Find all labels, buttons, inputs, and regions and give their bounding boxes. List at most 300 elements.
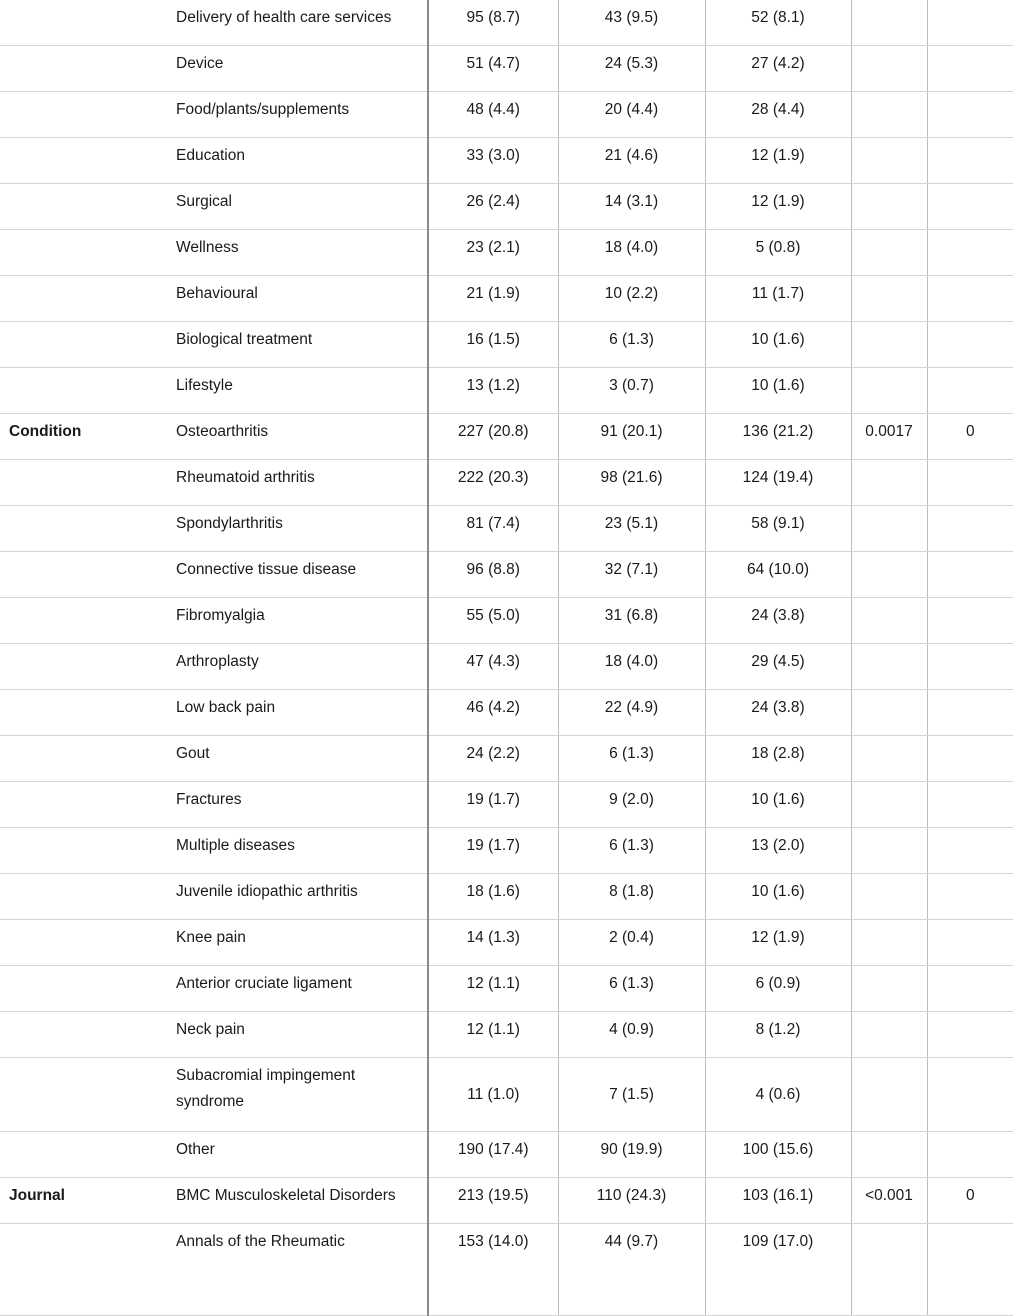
cell-missing-text (928, 828, 1013, 833)
cell-group-b (705, 598, 851, 644)
cell-missing-text (928, 368, 1013, 373)
cell-missing-text (928, 322, 1013, 327)
cell-group-a (558, 368, 705, 414)
cell-missing (927, 322, 1013, 368)
row-group-label-text (0, 644, 167, 649)
row-group-label (0, 138, 167, 184)
row-label-text: Fractures (167, 782, 427, 813)
cell-group-a-text: 18 (4.0) (559, 230, 705, 261)
row-label (167, 1224, 428, 1316)
cell-total (428, 1178, 558, 1224)
row-group-label-text: Journal (0, 1178, 167, 1209)
cell-total-text: 222 (20.3) (429, 460, 558, 491)
row-group-label-text (0, 552, 167, 557)
row-label (167, 920, 428, 966)
cell-group-a-text: 21 (4.6) (559, 138, 705, 169)
cell-missing (927, 460, 1013, 506)
cell-group-a-text: 91 (20.1) (559, 414, 705, 445)
cell-group-b-text: 12 (1.9) (706, 138, 851, 169)
cell-group-b (705, 184, 851, 230)
cell-group-b-text: 8 (1.2) (706, 1012, 851, 1043)
table-row (0, 782, 1013, 828)
cell-total-text: 51 (4.7) (429, 46, 558, 77)
cell-p-value (851, 966, 927, 1012)
cell-total (428, 230, 558, 276)
cell-total (428, 368, 558, 414)
cell-total (428, 46, 558, 92)
cell-group-a-text: 31 (6.8) (559, 598, 705, 629)
row-group-label (0, 184, 167, 230)
cell-missing-text (928, 506, 1013, 511)
cell-group-b (705, 874, 851, 920)
cell-group-a (558, 138, 705, 184)
cell-p-value-text (852, 920, 927, 925)
row-label (167, 1058, 428, 1132)
row-group-label (0, 690, 167, 736)
cell-p-value (851, 920, 927, 966)
row-label (167, 92, 428, 138)
cell-group-a-text: 3 (0.7) (559, 368, 705, 399)
cell-group-b-text: 4 (0.6) (706, 1082, 851, 1108)
cell-p-value-text (852, 230, 927, 235)
row-label-text: Multiple diseases (167, 828, 427, 859)
row-label-text: Other (167, 1132, 427, 1163)
cell-group-a (558, 46, 705, 92)
cell-p-value-text (852, 506, 927, 511)
table-row (0, 690, 1013, 736)
row-group-label-text (0, 736, 167, 741)
cell-group-a (558, 460, 705, 506)
row-label-text: Annals of the Rheumatic (167, 1224, 427, 1255)
cell-p-value-text (852, 276, 927, 281)
cell-group-a (558, 690, 705, 736)
cell-missing-text (928, 230, 1013, 235)
row-group-label (0, 1058, 167, 1132)
cell-group-a-text: 2 (0.4) (559, 920, 705, 951)
cell-missing (927, 1058, 1013, 1132)
cell-total-text: 55 (5.0) (429, 598, 558, 629)
cell-missing (927, 1012, 1013, 1058)
cell-p-value-text (852, 138, 927, 143)
row-group-label (0, 0, 167, 46)
cell-missing-text (928, 552, 1013, 557)
cell-total (428, 1058, 558, 1132)
cell-group-b (705, 276, 851, 322)
cell-group-a (558, 966, 705, 1012)
cell-p-value (851, 874, 927, 920)
cell-p-value-text (852, 782, 927, 787)
cell-p-value-text (852, 322, 927, 327)
row-group-label-text: Condition (0, 414, 167, 445)
table-row (0, 506, 1013, 552)
cell-missing (927, 1224, 1013, 1316)
row-group-label-text (0, 828, 167, 833)
cell-group-b-text: 136 (21.2) (706, 414, 851, 445)
cell-missing (927, 690, 1013, 736)
row-group-label (0, 276, 167, 322)
cell-total (428, 552, 558, 598)
cell-group-a (558, 184, 705, 230)
cell-p-value (851, 184, 927, 230)
cell-group-a (558, 644, 705, 690)
cell-total (428, 644, 558, 690)
table-row (0, 874, 1013, 920)
row-group-label-text (0, 1132, 167, 1137)
row-label-text: Connective tissue disease (167, 552, 427, 583)
row-label-text: Rheumatoid arthritis (167, 460, 427, 491)
row-label-text: Anterior cruciate ligament (167, 966, 427, 997)
cell-missing (927, 230, 1013, 276)
cell-total-text: 153 (14.0) (429, 1224, 558, 1255)
cell-group-a-text: 14 (3.1) (559, 184, 705, 215)
cell-total (428, 598, 558, 644)
cell-p-value (851, 46, 927, 92)
cell-group-a (558, 920, 705, 966)
row-group-label (0, 322, 167, 368)
cell-missing-text (928, 690, 1013, 695)
cell-group-b-text: 11 (1.7) (706, 276, 851, 307)
row-group-label (0, 230, 167, 276)
cell-group-b (705, 1012, 851, 1058)
row-group-label-text (0, 1012, 167, 1017)
cell-missing-text (928, 644, 1013, 649)
cell-p-value (851, 506, 927, 552)
row-group-label-text (0, 368, 167, 373)
cell-p-value (851, 1178, 927, 1224)
cell-missing (927, 828, 1013, 874)
table-row (0, 1132, 1013, 1178)
cell-group-a (558, 414, 705, 460)
row-label (167, 276, 428, 322)
cell-group-b-text: 24 (3.8) (706, 598, 851, 629)
row-group-label-text (0, 230, 167, 235)
row-group-label-text (0, 0, 167, 5)
cell-total (428, 92, 558, 138)
cell-missing (927, 552, 1013, 598)
cell-group-a-text: 7 (1.5) (559, 1082, 705, 1108)
cell-group-a-text: 110 (24.3) (559, 1178, 705, 1209)
cell-p-value (851, 276, 927, 322)
cell-missing-text (928, 276, 1013, 281)
row-label (167, 736, 428, 782)
cell-group-b-text: 24 (3.8) (706, 690, 851, 721)
cell-group-b (705, 1178, 851, 1224)
cell-group-b-text: 103 (16.1) (706, 1178, 851, 1209)
cell-total (428, 1224, 558, 1316)
row-label-text: Juvenile idiopathic arthritis (167, 874, 427, 905)
row-group-label (0, 874, 167, 920)
cell-total (428, 460, 558, 506)
cell-missing (927, 1178, 1013, 1224)
table-row (0, 368, 1013, 414)
cell-group-b-text: 10 (1.6) (706, 368, 851, 399)
row-group-label (0, 414, 167, 460)
row-label (167, 828, 428, 874)
cell-group-a-text: 8 (1.8) (559, 874, 705, 905)
cell-p-value-text (852, 1012, 927, 1017)
row-group-label (0, 552, 167, 598)
cell-total-text: 190 (17.4) (429, 1132, 558, 1163)
row-group-label-text (0, 46, 167, 51)
row-group-label (0, 598, 167, 644)
table-row (0, 460, 1013, 506)
cell-total-text: 12 (1.1) (429, 966, 558, 997)
row-group-label-text (0, 920, 167, 925)
cell-total-text: 81 (7.4) (429, 506, 558, 537)
cell-group-b (705, 506, 851, 552)
cell-p-value (851, 552, 927, 598)
row-label (167, 138, 428, 184)
table-row (0, 184, 1013, 230)
cell-group-b-text: 12 (1.9) (706, 184, 851, 215)
cell-p-value (851, 644, 927, 690)
cell-group-a-text: 9 (2.0) (559, 782, 705, 813)
row-group-label-text (0, 92, 167, 97)
cell-group-b (705, 1132, 851, 1178)
cell-group-b (705, 644, 851, 690)
cell-p-value-text (852, 552, 927, 557)
cell-total (428, 276, 558, 322)
cell-group-a (558, 322, 705, 368)
cell-p-value (851, 782, 927, 828)
cell-p-value-text (852, 460, 927, 465)
table-row (0, 644, 1013, 690)
row-group-label-text (0, 1058, 167, 1063)
cell-p-value-text: 0.0017 (852, 414, 927, 445)
row-label-text: Fibromyalgia (167, 598, 427, 629)
row-group-label (0, 828, 167, 874)
cell-group-b (705, 966, 851, 1012)
table-row (0, 46, 1013, 92)
cell-missing-text (928, 1012, 1013, 1017)
cell-p-value (851, 1012, 927, 1058)
cell-group-a-text: 18 (4.0) (559, 644, 705, 675)
cell-group-a (558, 828, 705, 874)
row-label-text: Spondylarthritis (167, 506, 427, 537)
cell-total-text: 47 (4.3) (429, 644, 558, 675)
cell-group-b-text: 124 (19.4) (706, 460, 851, 491)
cell-total-text: 26 (2.4) (429, 184, 558, 215)
cell-total (428, 184, 558, 230)
cell-missing (927, 46, 1013, 92)
row-group-label-text (0, 138, 167, 143)
cell-total-text: 227 (20.8) (429, 414, 558, 445)
cell-missing (927, 598, 1013, 644)
cell-group-b (705, 322, 851, 368)
cell-total-text: 16 (1.5) (429, 322, 558, 353)
cell-group-b-text: 5 (0.8) (706, 230, 851, 261)
cell-missing (927, 276, 1013, 322)
cell-group-a (558, 874, 705, 920)
row-label (167, 644, 428, 690)
row-label-text: Gout (167, 736, 427, 767)
cell-missing (927, 184, 1013, 230)
row-label-text: Food/plants/supplements (167, 92, 427, 123)
cell-group-a-text: 6 (1.3) (559, 966, 705, 997)
cell-group-a-text: 98 (21.6) (559, 460, 705, 491)
row-label (167, 966, 428, 1012)
cell-missing-text (928, 874, 1013, 879)
cell-group-a (558, 1224, 705, 1316)
table-row (0, 138, 1013, 184)
table-row (0, 92, 1013, 138)
table-row (0, 1012, 1013, 1058)
cell-missing (927, 1132, 1013, 1178)
cell-group-b-text: 109 (17.0) (706, 1224, 851, 1255)
row-group-label (0, 46, 167, 92)
cell-missing-text (928, 736, 1013, 741)
cell-total (428, 0, 558, 46)
row-label (167, 322, 428, 368)
cell-missing-text (928, 920, 1013, 925)
row-label (167, 690, 428, 736)
cell-group-b (705, 552, 851, 598)
cell-p-value-text (852, 644, 927, 649)
cell-group-b (705, 368, 851, 414)
table-row (0, 322, 1013, 368)
cell-group-b-text: 28 (4.4) (706, 92, 851, 123)
cell-missing-text (928, 966, 1013, 971)
cell-group-a-text: 32 (7.1) (559, 552, 705, 583)
cell-missing (927, 506, 1013, 552)
cell-missing-text: 0 (928, 1178, 1013, 1209)
row-group-label-text (0, 966, 167, 971)
row-group-label-text (0, 460, 167, 465)
row-label-text: Behavioural (167, 276, 427, 307)
row-label (167, 782, 428, 828)
cell-p-value-text: <0.001 (852, 1178, 927, 1209)
row-label (167, 184, 428, 230)
cell-group-b-text: 10 (1.6) (706, 874, 851, 905)
cell-total-text: 23 (2.1) (429, 230, 558, 261)
cell-total-text: 48 (4.4) (429, 92, 558, 123)
cell-group-b (705, 690, 851, 736)
row-label-text: Surgical (167, 184, 427, 215)
cell-group-b (705, 46, 851, 92)
cell-group-a (558, 1178, 705, 1224)
cell-group-b (705, 920, 851, 966)
cell-missing (927, 736, 1013, 782)
row-label-text: Lifestyle (167, 368, 427, 399)
cell-p-value (851, 0, 927, 46)
cell-p-value (851, 92, 927, 138)
cell-group-a (558, 0, 705, 46)
cell-p-value (851, 690, 927, 736)
cell-p-value-text (852, 874, 927, 879)
cell-p-value-text (852, 598, 927, 603)
cell-group-b (705, 460, 851, 506)
cell-total-text: 46 (4.2) (429, 690, 558, 721)
cell-total (428, 736, 558, 782)
cell-group-b (705, 230, 851, 276)
cell-p-value-text (852, 1132, 927, 1137)
cell-missing-text (928, 0, 1013, 5)
cell-group-a (558, 782, 705, 828)
cell-group-a (558, 276, 705, 322)
cell-missing (927, 874, 1013, 920)
row-label-text: Device (167, 46, 427, 77)
row-group-label (0, 368, 167, 414)
cell-missing (927, 92, 1013, 138)
table-row (0, 966, 1013, 1012)
row-label-text: Delivery of health care services (167, 0, 427, 31)
cell-total-text: 11 (1.0) (429, 1082, 558, 1108)
cell-group-a (558, 1132, 705, 1178)
cell-group-a-text: 6 (1.3) (559, 828, 705, 859)
table-row (0, 0, 1013, 46)
row-label (167, 46, 428, 92)
cell-p-value (851, 1132, 927, 1178)
row-label-text: Arthroplasty (167, 644, 427, 675)
row-group-label (0, 782, 167, 828)
cell-group-a-text: 24 (5.3) (559, 46, 705, 77)
table-row (0, 1178, 1013, 1224)
row-label (167, 368, 428, 414)
table-row (0, 920, 1013, 966)
cell-total (428, 966, 558, 1012)
cell-group-a-text: 10 (2.2) (559, 276, 705, 307)
table-row (0, 230, 1013, 276)
row-label-text: Education (167, 138, 427, 169)
cell-missing-text (928, 184, 1013, 189)
cell-group-a (558, 230, 705, 276)
table-row (0, 598, 1013, 644)
row-group-label-text (0, 1224, 167, 1229)
cell-total-text: 19 (1.7) (429, 782, 558, 813)
cell-group-b (705, 828, 851, 874)
cell-group-a-text: 90 (19.9) (559, 1132, 705, 1163)
cell-p-value (851, 138, 927, 184)
cell-total (428, 1012, 558, 1058)
row-label (167, 552, 428, 598)
cell-total (428, 138, 558, 184)
cell-p-value (851, 414, 927, 460)
row-label-text: Subacromial impingement syndrome (167, 1058, 427, 1115)
cell-missing-text (928, 92, 1013, 97)
row-group-label (0, 736, 167, 782)
row-group-label (0, 92, 167, 138)
cell-total (428, 782, 558, 828)
cell-group-a-text: 6 (1.3) (559, 322, 705, 353)
cell-p-value (851, 1058, 927, 1132)
cell-group-b-text: 13 (2.0) (706, 828, 851, 859)
cell-group-b-text: 58 (9.1) (706, 506, 851, 537)
table-row (0, 414, 1013, 460)
cell-group-b-text: 29 (4.5) (706, 644, 851, 675)
cell-group-a-text: 6 (1.3) (559, 736, 705, 767)
cell-group-b-text: 12 (1.9) (706, 920, 851, 951)
cell-total (428, 690, 558, 736)
cell-group-a-text: 22 (4.9) (559, 690, 705, 721)
row-label (167, 460, 428, 506)
cell-group-b-text: 18 (2.8) (706, 736, 851, 767)
row-group-label-text (0, 782, 167, 787)
cell-missing-text (928, 782, 1013, 787)
row-label (167, 230, 428, 276)
row-group-label (0, 966, 167, 1012)
cell-missing-text (928, 460, 1013, 465)
cell-total-text: 33 (3.0) (429, 138, 558, 169)
cell-group-a-text: 43 (9.5) (559, 0, 705, 31)
cell-missing (927, 920, 1013, 966)
cell-total (428, 506, 558, 552)
row-label-text: Biological treatment (167, 322, 427, 353)
cell-p-value (851, 322, 927, 368)
row-label-text: Low back pain (167, 690, 427, 721)
cell-group-b (705, 92, 851, 138)
cell-p-value-text (852, 184, 927, 189)
cell-group-b (705, 0, 851, 46)
